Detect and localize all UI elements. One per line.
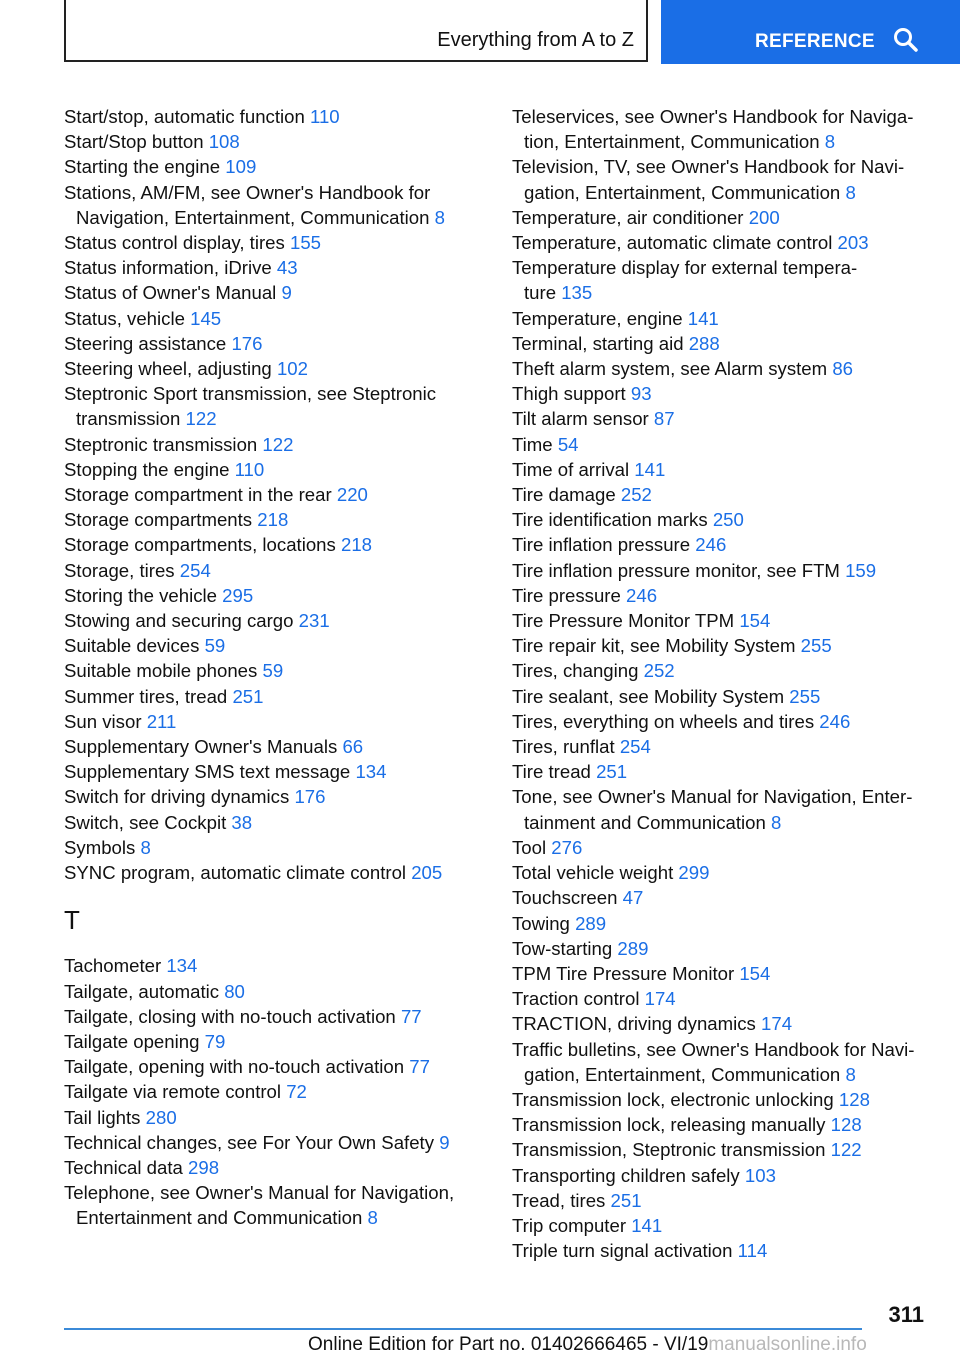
entry-term: Teleservices, see Owner's Handbook for Naviga- tion, Entertainment, Communication [512,106,914,153]
entry-page-link[interactable]: 8 [845,181,856,203]
entry-term: Transmission lock, electronic unlocking [512,1088,834,1110]
index-entry [512,381,952,406]
index-entry [512,835,952,860]
entry-term: Storage compartments, locations [64,534,336,556]
entry-term: Traction control [512,988,640,1010]
entry-term: Tool [512,836,547,858]
index-entry [64,1029,484,1054]
entry-page-link[interactable]: 134 [355,761,387,783]
entry-page-link[interactable]: 200 [748,206,780,228]
entry-term: Status of Owner's Manual [64,282,277,304]
entry-page-link[interactable]: 134 [166,955,198,977]
entry-page-link[interactable]: 251 [596,761,628,783]
entry-page-link[interactable]: 77 [400,1005,422,1027]
entry-term: Tires, changing [512,660,639,682]
entry-page-link[interactable]: 255 [800,635,832,657]
entry-page-link[interactable]: 38 [231,811,253,833]
entry-page-link[interactable]: 174 [761,1013,793,1035]
entry-term: TPM Tire Pressure Monitor [512,962,735,984]
index-entry [64,507,484,532]
index-entry [64,734,484,759]
entry-term: SYNC program, automatic climate control [64,862,407,884]
entry-page-link[interactable]: 218 [340,534,373,556]
index-entry [64,1105,484,1130]
entry-term: Tires, runflat [512,736,615,758]
index-entry [512,684,952,709]
index-entry [512,532,952,557]
entry-term: Technical data [64,1156,183,1178]
entry-term: Tire inflation pressure [512,534,691,556]
index-entry [512,860,952,885]
index-entry [512,432,952,457]
entry-page-link[interactable]: 155 [289,232,322,254]
index-list-t-continued [512,104,952,1263]
entry-term: Summer tires, tread [64,685,228,707]
entry-page-link[interactable]: 54 [557,433,579,455]
index-entry [512,1011,952,1036]
index-entry [512,230,952,255]
entry-term: Suitable mobile phones [64,660,258,682]
edition-text: Online Edition for Part no. 01402666465 - VI/19 [308,1334,709,1355]
index-entry [64,953,484,978]
index-entry [512,734,952,759]
entry-page-link[interactable]: 288 [688,332,720,354]
entry-page-link[interactable]: 8 [367,1207,378,1229]
entry-term: Starting the engine [64,156,221,178]
entry-page-link[interactable]: 66 [342,736,364,758]
entry-page-link[interactable]: 231 [298,610,330,632]
index-entry [64,129,484,154]
entry-page-link[interactable]: 176 [231,332,263,354]
index-entry [512,784,952,834]
index-column-right [512,104,952,1263]
index-entry [64,684,484,709]
entry-page-link[interactable]: 59 [262,660,284,682]
entry-page-link[interactable]: 122 [185,408,217,430]
search-icon[interactable] [893,27,919,58]
index-column-left [64,104,484,1231]
entry-page-link[interactable]: 43 [276,257,298,279]
index-entry [64,860,484,885]
index-entry [512,306,952,331]
section-title: Everything from A to Z [437,29,634,51]
entry-page-link[interactable]: 251 [232,685,264,707]
entry-page-link[interactable]: 250 [712,509,744,531]
entry-page-link[interactable]: 289 [617,937,649,959]
entry-term: Tire repair kit, see Mobility System [512,635,796,657]
index-entry [512,961,952,986]
index-entry [64,709,484,734]
entry-page-link[interactable]: 252 [643,660,675,682]
index-list-t [64,953,484,1230]
entry-term: Steptronic Sport transmission, see Steptronic transmission [64,383,437,430]
entry-page-link[interactable]: 254 [619,736,651,758]
entry-term: Telephone, see Owner's Manual for Navigation, Entertainment and Communication [64,1182,455,1229]
entry-term: Total vehicle weight [512,862,674,884]
index-entry [64,331,484,356]
entry-term: Symbols [64,836,136,858]
index-entry [512,1188,952,1213]
entry-page-link[interactable]: 203 [837,232,869,254]
entry-page-link[interactable]: 128 [830,1114,862,1136]
index-entry [64,583,484,608]
index-entry [64,784,484,809]
index-entry [512,633,952,658]
index-entry [64,230,484,255]
index-entry [512,1112,952,1137]
entry-page-link[interactable]: 8 [434,206,445,228]
entry-term: Storage compartments [64,509,253,531]
entry-page-link[interactable]: 110 [234,458,265,480]
entry-page-link[interactable]: 59 [204,635,226,657]
index-entry [512,1213,952,1238]
index-entry [64,482,484,507]
index-entry [64,381,484,431]
index-entry [512,406,952,431]
entry-term: Switch for driving dynamics [64,786,290,808]
index-entry [64,759,484,784]
index-entry [64,835,484,860]
index-entry [64,1004,484,1029]
index-entry [512,1137,952,1162]
entry-term: Television, TV, see Owner's Handbook for Navi- gation, Entertainment, Communication [512,156,905,203]
index-entry [64,1155,484,1180]
entry-page-link[interactable]: 218 [257,509,289,531]
entry-page-link[interactable]: 246 [626,584,658,606]
entry-page-link[interactable]: 174 [644,988,676,1010]
entry-term: Switch, see Cockpit [64,811,227,833]
index-entry [512,507,952,532]
index-entry [512,759,952,784]
entry-term: Stowing and securing cargo [64,610,294,632]
index-entry [512,104,952,154]
index-entry [512,709,952,734]
index-entry [512,936,952,961]
index-entry [64,104,484,129]
index-entry [64,608,484,633]
entry-term: Stations, AM/FM, see Owner's Handbook for Navigation, Entertainment, Communication [64,181,431,228]
index-entry [512,1238,952,1263]
entry-page-link[interactable]: 86 [832,358,853,380]
entry-term: Status control display, tires [64,232,285,254]
index-entry [512,583,952,608]
entry-term: Tire sealant, see Mobility System [512,685,785,707]
entry-term: Traffic bulletins, see Owner's Handbook for Navi- gation, Entertainment, Communication [512,1038,915,1085]
entry-term: Supplementary Owner's Manuals [64,736,338,758]
index-entry [512,608,952,633]
entry-page-link[interactable]: 8 [824,131,836,153]
index-entry [64,633,484,658]
entry-term: Tail lights [64,1106,141,1128]
entry-term: Tailgate via remote control [64,1081,282,1103]
entry-term: Tailgate, automatic [64,980,220,1002]
index-entry [512,986,952,1011]
footer-divider [64,1328,862,1330]
index-entry [512,1087,952,1112]
index-entry [512,255,952,305]
entry-page-link[interactable]: 114 [737,1240,768,1262]
entry-page-link[interactable]: 80 [224,980,245,1002]
index-entry [64,1180,484,1230]
entry-page-link[interactable]: 122 [830,1139,862,1161]
entry-term: Steptronic transmission [64,433,258,455]
index-entry [64,979,484,1004]
index-entry [512,1163,952,1188]
entry-page-link[interactable]: 103 [744,1164,776,1186]
index-entry [512,911,952,936]
entry-term: Tire tread [512,761,591,783]
entry-term: Tire damage [512,484,616,506]
entry-page-link[interactable]: 72 [286,1081,307,1103]
entry-page-link[interactable]: 8 [140,836,151,858]
entry-page-link[interactable]: 110 [309,106,340,127]
index-entry [64,255,484,280]
entry-page-link[interactable]: 176 [294,786,326,808]
reference-label: REFERENCE [755,31,875,52]
entry-term: TRACTION, driving dynamics [512,1013,756,1035]
index-entry [64,1054,484,1079]
entry-page-link[interactable]: 289 [575,912,607,934]
entry-term: Time of arrival [512,458,630,480]
index-entry [512,356,952,381]
index-entry [512,457,952,482]
entry-term: Transporting children safely [512,1164,740,1186]
entry-term: Technical changes, see For Your Own Safety [64,1131,435,1153]
index-entry [64,280,484,305]
entry-term: Sun visor [64,710,142,732]
footer-edition [308,1334,867,1356]
entry-term: Temperature, automatic climate control [512,232,833,254]
entry-term: Temperature display for external tempera- ture [512,257,858,304]
entry-term: Storage compartment in the rear [64,484,332,506]
entry-term: Supplementary SMS text message [64,761,351,783]
entry-page-link[interactable]: 9 [281,282,292,304]
entry-page-link[interactable]: 93 [630,383,652,405]
index-entry [64,1079,484,1104]
entry-term: Suitable devices [64,635,200,657]
entry-page-link[interactable]: 102 [276,358,308,380]
entry-page-link[interactable]: 255 [789,685,821,707]
index-entry [64,1130,484,1155]
entry-page-link[interactable]: 8 [845,1063,856,1085]
entry-page-link[interactable]: 79 [204,1030,226,1052]
entry-term: Tailgate, closing with no-touch activation [64,1005,396,1027]
entry-page-link[interactable]: 252 [620,484,652,506]
entry-page-link[interactable]: 220 [336,484,368,506]
section-letter: T [64,905,80,936]
entry-term: Tire pressure [512,584,621,606]
index-entry [64,558,484,583]
entry-term: Thigh support [512,383,626,405]
entry-page-link[interactable]: 108 [208,131,240,153]
entry-page-link[interactable]: 280 [145,1106,177,1128]
index-entry [512,658,952,683]
entry-page-link[interactable]: 251 [610,1189,642,1211]
entry-page-link[interactable]: 141 [634,458,666,480]
entry-term: Tire inflation pressure monitor, see FTM [512,559,840,581]
entry-term: Start/stop, automatic function [64,106,305,127]
header-section-box [64,0,648,62]
entry-page-link[interactable]: 141 [687,307,719,329]
entry-page-link[interactable]: 246 [819,710,851,732]
index-entry [512,331,952,356]
entry-term: Tires, everything on wheels and tires [512,710,815,732]
index-list-s [64,104,484,885]
entry-term: Touchscreen [512,887,618,909]
entry-page-link[interactable]: 295 [222,584,254,606]
index-entry [64,154,484,179]
entry-term: Tone, see Owner's Manual for Navigation, Enter- tainment and Communication [512,786,913,833]
index-entry [512,1037,952,1087]
entry-page-link[interactable]: 154 [739,962,771,984]
entry-page-link[interactable]: 128 [838,1088,870,1110]
entry-term: Trip computer [512,1214,627,1236]
entry-page-link[interactable]: 205 [411,862,443,884]
index-entry [512,205,952,230]
entry-term: Tire identification marks [512,509,708,531]
entry-term: Status, vehicle [64,307,185,329]
entry-term: Start/Stop button [64,131,204,153]
entry-term: Tailgate, opening with no-touch activation [64,1056,405,1078]
reference-tab[interactable] [661,0,960,64]
watermark: manualsonline.info [708,1334,867,1355]
index-entry [64,810,484,835]
entry-page-link[interactable]: 109 [225,156,257,178]
entry-term: Status information, iDrive [64,257,272,279]
index-entry [64,532,484,557]
entry-term: Time [512,433,553,455]
index-entry [512,558,952,583]
entry-term: Tow-starting [512,937,613,959]
entry-page-link[interactable]: 141 [631,1214,663,1236]
entry-page-link[interactable]: 87 [653,408,675,430]
entry-term: Storage, tires [64,559,175,581]
entry-page-link[interactable]: 298 [188,1156,220,1178]
entry-term: Transmission, Steptronic transmission [512,1139,826,1161]
entry-page-link[interactable]: 122 [262,433,294,455]
index-entry [64,432,484,457]
entry-page-link[interactable]: 154 [739,610,771,632]
entry-page-link[interactable]: 9 [439,1131,450,1153]
entry-term: Temperature, engine [512,307,683,329]
entry-page-link[interactable]: 276 [551,836,583,858]
entry-page-link[interactable]: 135 [561,282,593,304]
entry-page-link[interactable]: 159 [845,559,877,581]
entry-term: Steering wheel, adjusting [64,358,272,380]
entry-page-link[interactable]: 299 [678,862,710,884]
entry-term: Tilt alarm sensor [512,408,649,430]
entry-term: Tailgate opening [64,1030,200,1052]
entry-page-link[interactable]: 77 [409,1056,430,1078]
index-entry [64,306,484,331]
index-entry [64,457,484,482]
entry-page-link[interactable]: 8 [771,811,782,833]
entry-term: Transmission lock, releasing manually [512,1114,826,1136]
index-entry [512,154,952,204]
entry-term: Temperature, air conditioner [512,206,744,228]
entry-term: Tachometer [64,955,162,977]
entry-term: Theft alarm system, see Alarm system [512,358,828,380]
entry-page-link[interactable]: 254 [179,559,211,581]
entry-term: Stopping the engine [64,458,230,480]
index-entry [64,356,484,381]
entry-term: Towing [512,912,570,934]
entry-page-link[interactable]: 211 [146,710,177,732]
entry-term: Tire Pressure Monitor TPM [512,610,735,632]
entry-term: Tread, tires [512,1189,606,1211]
entry-page-link[interactable]: 47 [622,887,644,909]
page-number: 311 [888,1302,924,1327]
entry-term: Steering assistance [64,332,227,354]
entry-term: Storing the vehicle [64,584,217,606]
entry-page-link[interactable]: 145 [190,307,222,329]
entry-term: Terminal, starting aid [512,332,684,354]
index-entry [512,885,952,910]
entry-page-link[interactable]: 246 [695,534,727,556]
index-entry [512,482,952,507]
index-entry [64,658,484,683]
entry-term: Triple turn signal activation [512,1240,733,1262]
index-entry [64,180,484,230]
